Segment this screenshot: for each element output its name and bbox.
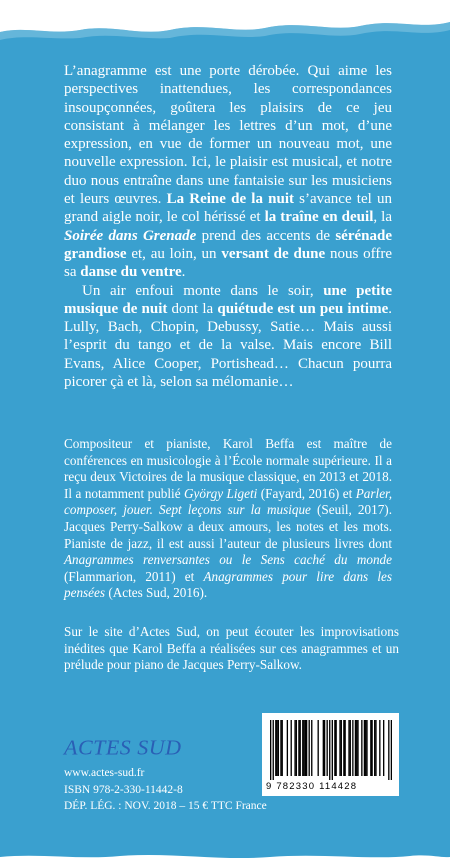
bold-run: la traîne en deuil <box>264 209 374 226</box>
barcode-bar <box>383 720 384 776</box>
biography-paragraph <box>64 436 392 602</box>
bold-run: une petite musique de nuit <box>64 282 392 317</box>
barcode-bar <box>278 720 279 776</box>
bold-run: danse du ventre <box>80 264 182 281</box>
barcode-bar <box>371 720 372 776</box>
barcode-bar <box>306 720 307 776</box>
legal-deposit-line: DÉP. LÉG. : NOV. 2018 – 15 € TTC France <box>64 800 267 812</box>
barcode-bar <box>332 720 333 780</box>
barcode-bar <box>366 720 367 776</box>
blurb-text <box>64 62 392 391</box>
text-run: (Flammarion, 2011) et <box>64 568 204 584</box>
barcode-bar <box>311 720 312 776</box>
barcode-bar <box>364 720 365 776</box>
bold-run: sérénade grandiose <box>64 227 392 262</box>
barcode-bar <box>341 720 342 776</box>
barcode-bar <box>350 720 351 776</box>
text-run: L’anagramme est une porte dérobée. Qui aime les perspectives inattendues, les correspondances insoupçonnées, goûtera les plaisirs de ce jeu consistant à mélanger les lettres d’un mot, d’une expression, en vue de former un nouveau mot, une nouvelle expression. Ici, le plaisir est musical, et notre duo nous entraîne dans une fantaisie sur les musiciens et leurs œuvres. <box>64 63 392 208</box>
barcode-bar <box>357 720 358 776</box>
text-run: . <box>181 264 186 281</box>
text-run: (Actes Sud, 2016). <box>105 585 208 601</box>
barcode-bar <box>318 720 319 776</box>
bold-run: La Reine de la nuit <box>166 191 294 208</box>
bold-run: quiétude est un peu intime <box>217 300 389 317</box>
barcode-bar <box>296 720 297 776</box>
publisher-block <box>64 735 267 815</box>
barcode-bar <box>388 720 389 780</box>
barcode-bar <box>280 720 281 776</box>
barcode-digits: 9 782330 114428 <box>266 781 358 792</box>
barcode-bar <box>355 720 356 776</box>
italic-run: Anagrammes renversantes ou le Sens caché du monde <box>64 552 392 568</box>
barcode-bar <box>344 720 345 776</box>
blurb-paragraph-2 <box>64 282 392 392</box>
barcode-bar <box>361 720 362 776</box>
barcode-bar <box>375 720 376 776</box>
barcode-bar <box>273 720 274 780</box>
isbn-line: ISBN 978-2-330-11442-8 <box>64 783 183 796</box>
barcode-bar <box>294 720 295 776</box>
barcode-bar <box>335 720 336 776</box>
italic-run: György Ligeti <box>184 485 258 501</box>
barcode-bar <box>343 720 344 776</box>
barcode-bar <box>329 720 330 780</box>
text-run: nous offre sa <box>64 245 392 281</box>
barcode-bar <box>282 720 283 776</box>
bold-italic-run: Soirée dans Grenade <box>64 227 197 244</box>
publisher-logo: ACTES SUD <box>64 735 182 760</box>
barcode-bar <box>303 720 304 776</box>
barcode-bar <box>370 720 371 776</box>
text-run: dont la <box>167 300 218 317</box>
barcode-bars <box>270 720 392 780</box>
barcode-bar <box>309 720 310 776</box>
torn-paper-top-edge <box>0 0 450 40</box>
barcode-bar <box>356 720 357 776</box>
text-run: s’avance tel un grand aigle noir, le col hérissé et <box>64 191 392 226</box>
text-run: . Lully, Bach, Chopin, Debussy, Satie… Mais aussi l’esprit du tango et de la valse. Mais encore Bill Evans, Alice Cooper, Portishead… Chacun pourra picorer çà et là, selon sa mélomanie… <box>64 300 392 391</box>
barcode-bar <box>327 720 328 776</box>
blurb-paragraph-1 <box>64 62 392 282</box>
barcode-bar <box>275 720 276 776</box>
text-run: (Fayard, 2016) et <box>257 485 356 501</box>
text-run: , la <box>373 209 392 226</box>
barcode-bar <box>302 720 303 776</box>
italic-run: Anagrammes pour lire dans les pensées <box>64 568 392 601</box>
barcode-bar <box>391 720 392 780</box>
publisher-website: www.actes-sud.fr <box>64 767 145 779</box>
barcode-bar <box>287 720 288 776</box>
barcode-bar <box>300 720 301 776</box>
barcode-bar <box>365 720 366 776</box>
text-run: Un air enfoui monte dans le soir, <box>82 282 324 299</box>
barcode-bar <box>323 720 324 776</box>
authors-biography <box>64 436 392 602</box>
barcode-bar <box>324 720 325 776</box>
text-run: Compositeur et pianiste, Karol Beffa est maître de conférences en musicologie à l’École normale supérieure. Il a reçu deux Victoires de la musique classique, en 2013 et 2018. Il a notamment publié <box>64 436 392 501</box>
website-note <box>64 624 399 674</box>
barcode-bar <box>291 720 292 776</box>
barcode-bar <box>352 720 353 776</box>
barcode-bar <box>298 720 299 776</box>
barcode-bar <box>348 720 349 776</box>
torn-paper-bottom-edge <box>0 851 450 865</box>
website-note-text: Sur le site d’Actes Sud, on peut écouter les improvisations inédites que Karol Beffa a réalisées sur ces anagrammes et un prélude pour piano de Jacques Perry-Salkow. <box>64 624 399 673</box>
text-run: (Seuil, 2017). Jacques Perry-Salkow a deux amours, les notes et les mots. Pianiste de jazz, il est aussi l’auteur de plusieurs livres dont <box>64 502 392 551</box>
barcode-bar <box>339 720 340 776</box>
text-run: prend des accents de <box>196 227 336 244</box>
barcode-bar <box>270 720 271 780</box>
italic-run: Parler, composer, jouer. Sept leçons sur la musique <box>64 485 393 518</box>
barcode-bar <box>334 720 335 776</box>
barcode-bar <box>276 720 277 776</box>
bold-run: versant de dune <box>221 245 326 262</box>
barcode-bar <box>379 720 380 776</box>
text-run: et, au loin, un <box>126 245 222 262</box>
barcode <box>262 713 399 796</box>
barcode-bar <box>374 720 375 776</box>
barcode-bar <box>305 720 306 776</box>
